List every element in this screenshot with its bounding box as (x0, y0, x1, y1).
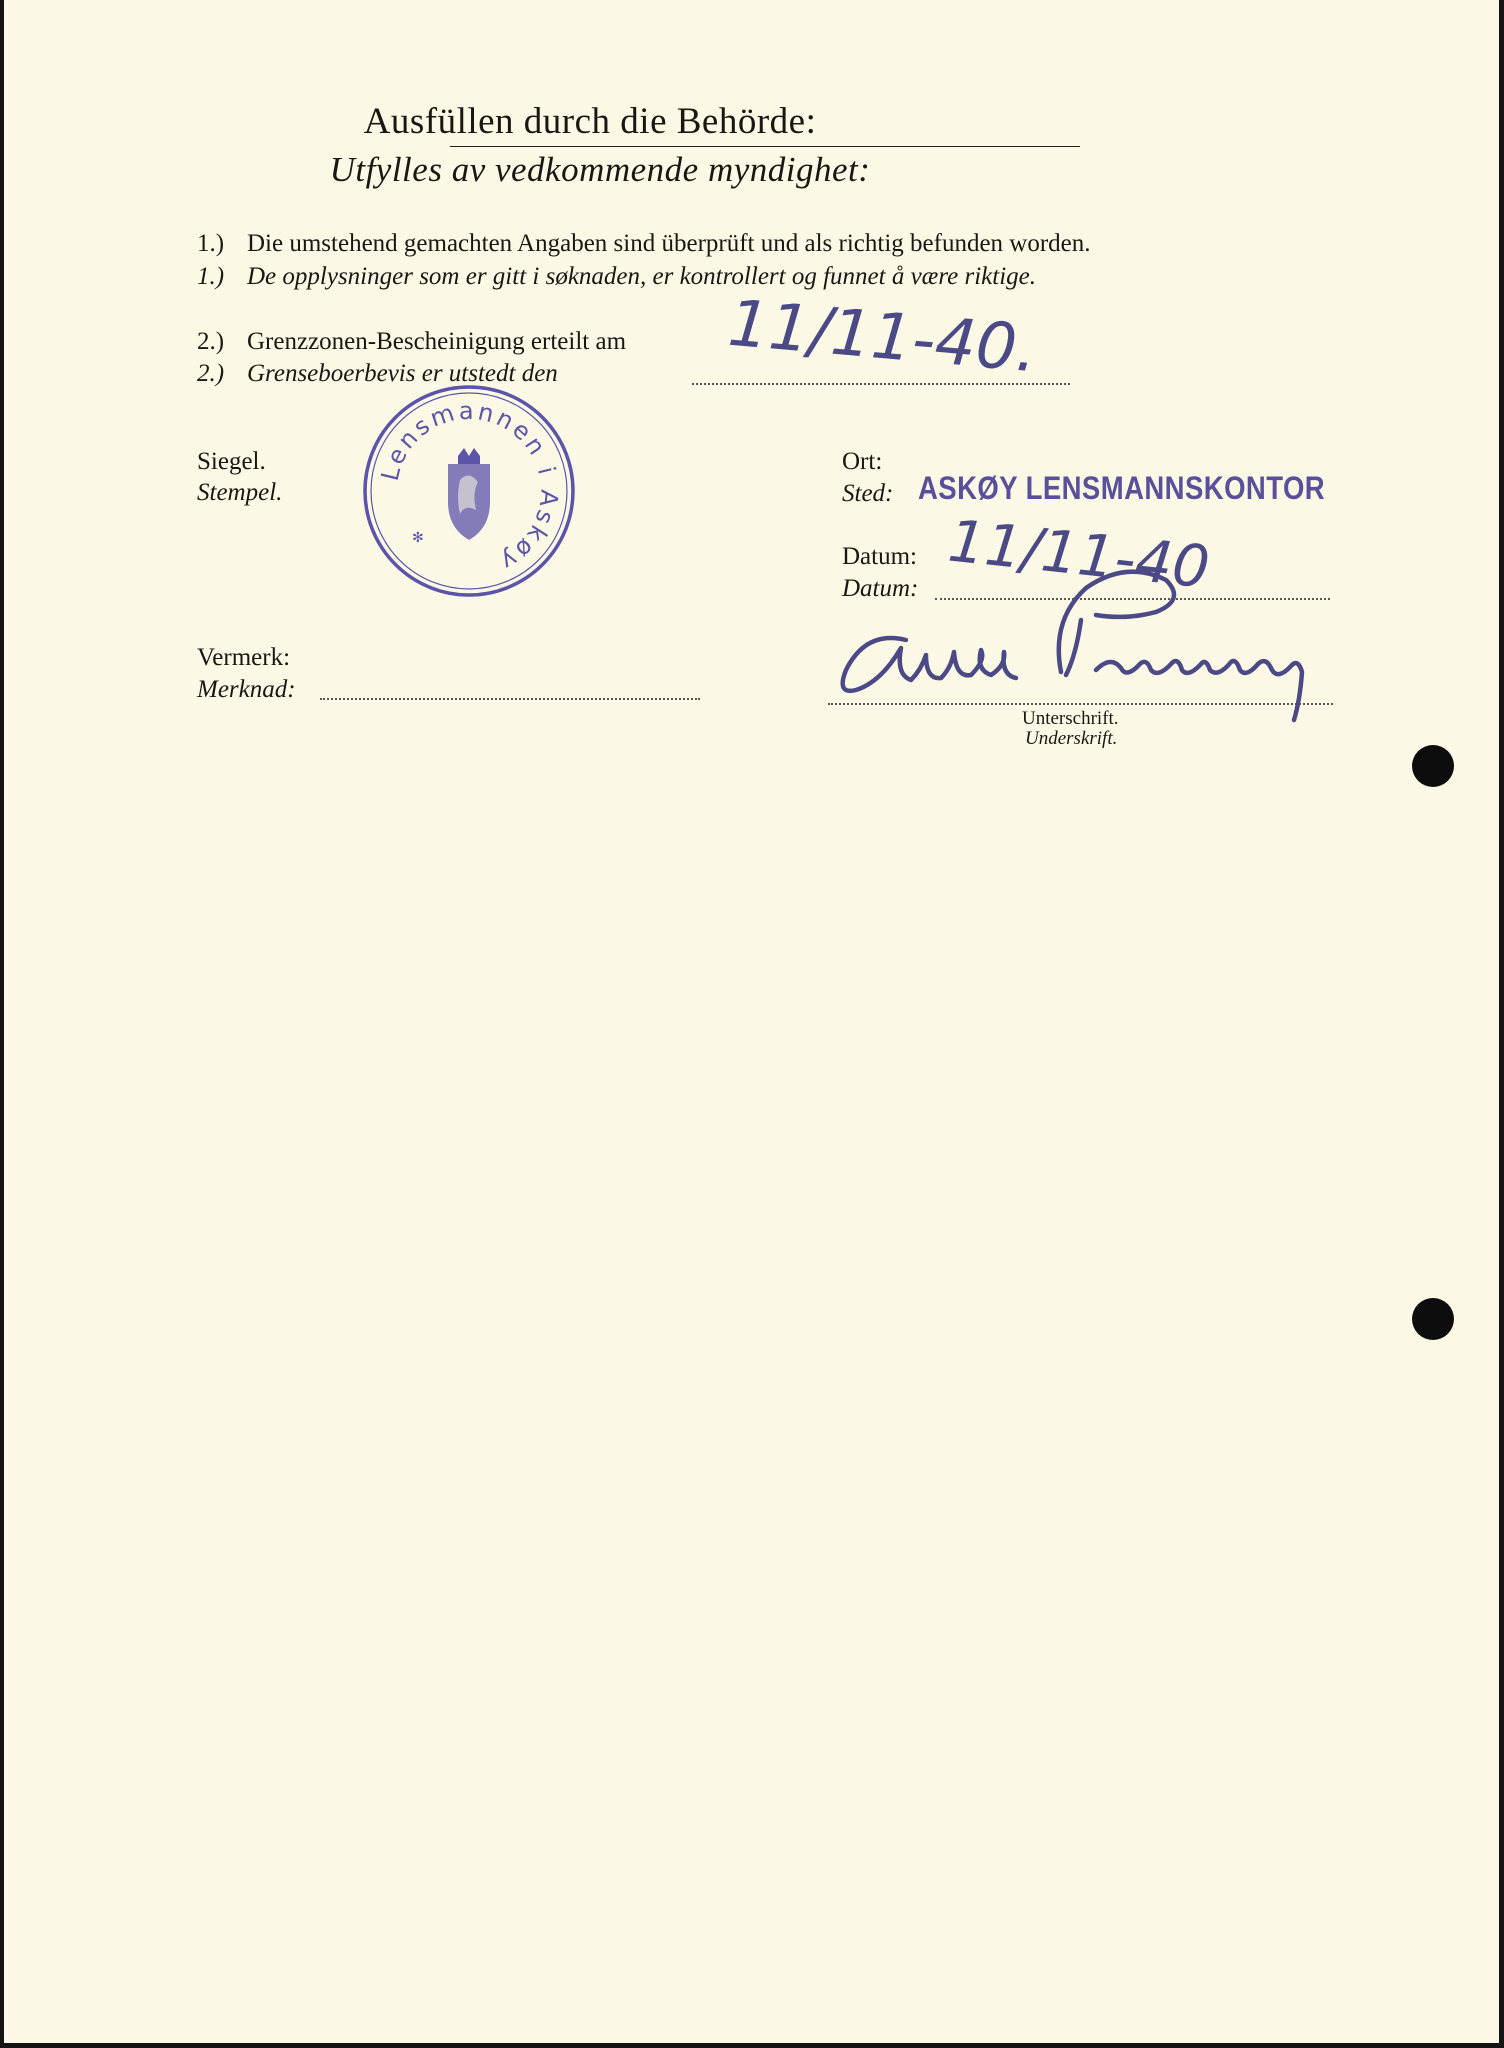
item-1-norwegian (197, 263, 1036, 291)
item-2-number-german: 2.) (197, 328, 225, 355)
place-label-german: Ort: (842, 448, 883, 475)
punch-hole-bottom (1412, 1298, 1454, 1340)
remark-dotted-line (320, 698, 700, 700)
remark-label-norwegian: Merknad: (197, 676, 296, 703)
item-2-number-norwegian: 2.) (197, 360, 225, 387)
signature-dotted-line (828, 703, 1333, 705)
signature-label-german: Unterschrift. (1022, 708, 1119, 729)
seal-label-norwegian: Stempel. (197, 479, 283, 506)
item-2-german (197, 328, 626, 356)
title-norwegian: Utfylles av vedkommende myndighet: (329, 150, 871, 189)
remark-label-german: Vermerk: (197, 644, 291, 671)
crown-icon (458, 448, 480, 464)
seal-label-german: Siegel. (197, 448, 266, 475)
item-2-text-norwegian: Grenseboerbevis er utstedt den (247, 360, 558, 387)
item-1-text-norwegian: De opplysninger som er gitt i søknaden, er kontrollert og funnet å være riktige. (247, 263, 1037, 290)
official-seal-stamp (360, 382, 578, 600)
item-1-text-german: Die umstehend gemachten Angaben sind überprüft und als richtig befunden worden. (247, 230, 1091, 257)
place-label-norwegian: Sted: (842, 480, 894, 507)
place-stamp: ASKØY LENSMANNSKONTOR (918, 470, 1326, 506)
title-german: Ausfüllen durch die Behörde: (363, 101, 817, 142)
item-2-text-german: Grenzzonen-Bescheinigung erteilt am (247, 328, 627, 355)
date-label-norwegian: Datum: (842, 575, 919, 602)
date-handwritten: 11/11-40 (945, 506, 1213, 602)
item-1-number-german: 1.) (197, 230, 225, 257)
item-1-number-norwegian: 1.) (197, 263, 225, 290)
seal-text: Lensmannen i Askøy (375, 396, 564, 578)
punch-hole-top (1412, 745, 1454, 787)
svg-text:✻: ✻ (412, 530, 424, 546)
item-1-german (197, 230, 1091, 258)
signature-label-norwegian: Underskrift. (1025, 728, 1118, 749)
title-underline (450, 146, 1080, 147)
issue-date-handwritten: 11/11-40. (725, 286, 1040, 388)
date-label-german: Datum: (842, 543, 917, 570)
